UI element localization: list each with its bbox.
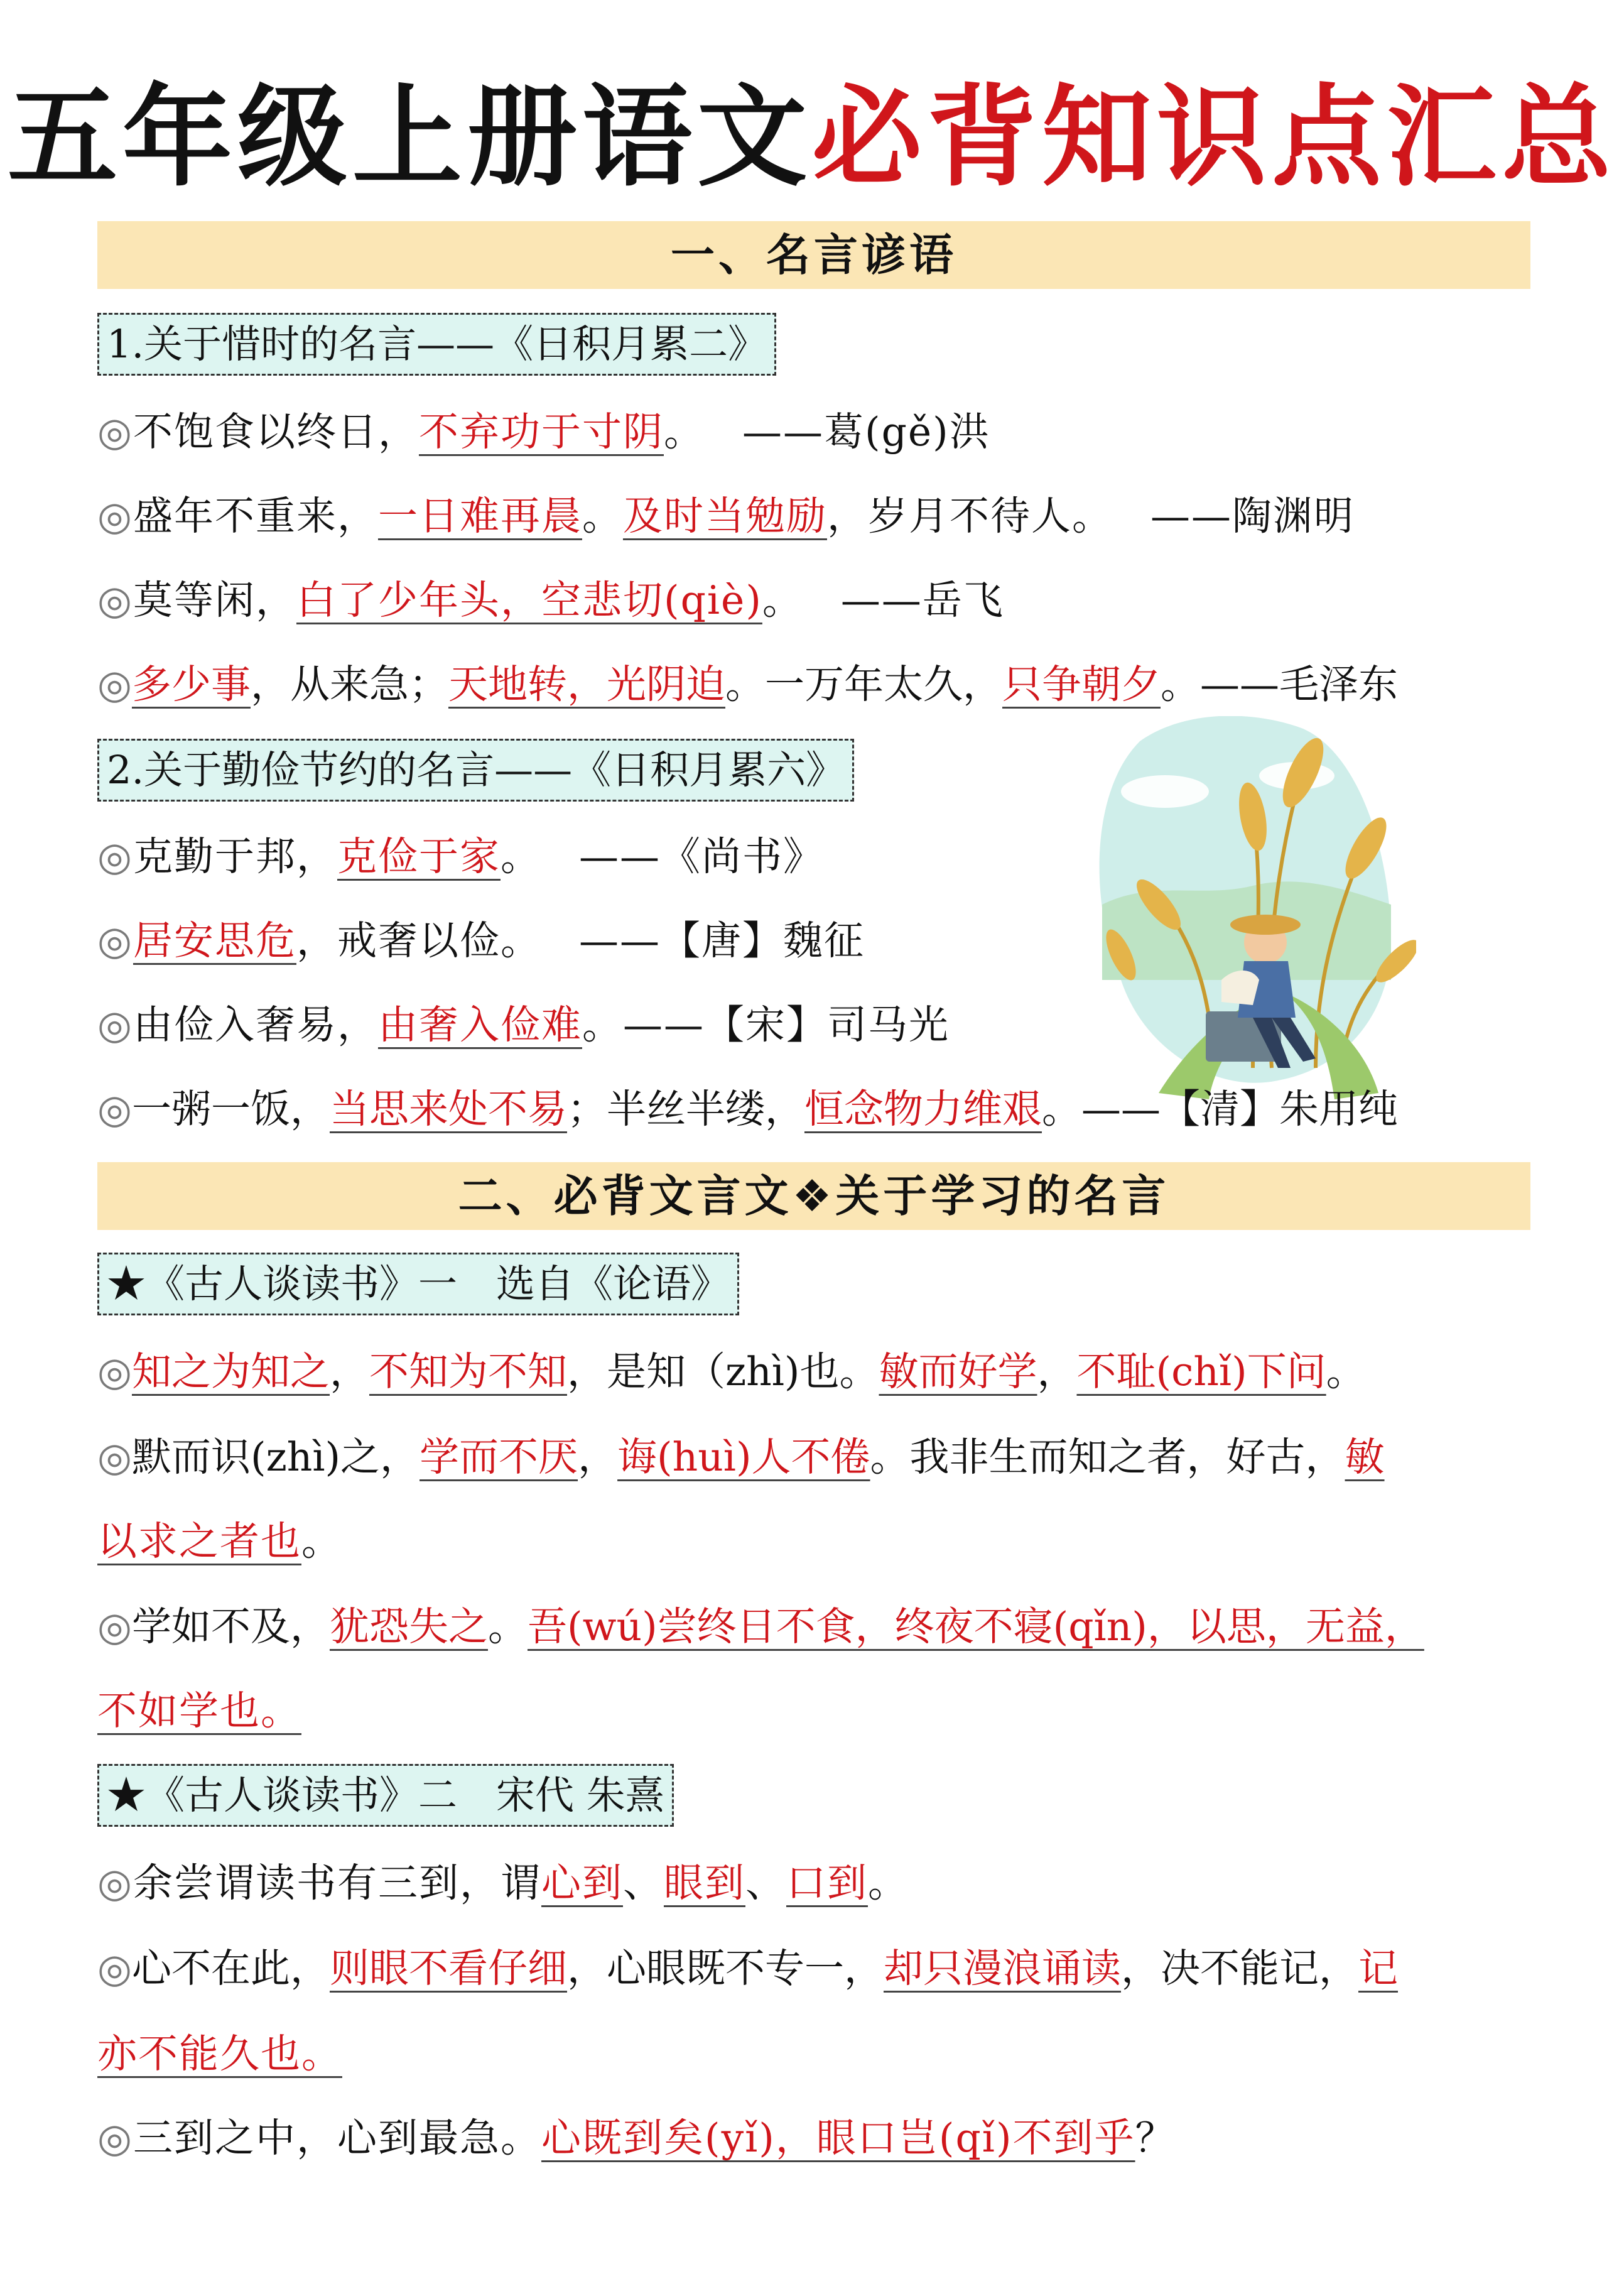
key-phrase: 及时当勉励 xyxy=(622,493,827,539)
text: ，决不能记， xyxy=(1120,1945,1358,1991)
text: 一粥一饭， xyxy=(131,1086,330,1132)
bullet-icon: ◎ xyxy=(97,1860,133,1906)
key-phrase: 眼到 xyxy=(663,1860,745,1906)
key-phrase: 恒念物力维艰 xyxy=(804,1086,1042,1132)
key-phrase: 只争朝夕 xyxy=(1002,661,1161,707)
key-phrase: 却只漫浪诵读 xyxy=(883,1945,1121,1991)
quote-line xyxy=(97,910,1530,972)
key-phrase: 学而不厌 xyxy=(420,1434,578,1480)
quote-line xyxy=(97,994,1530,1057)
key-phrase: 犹恐失之 xyxy=(329,1604,488,1650)
bullet-icon: ◎ xyxy=(97,2115,133,2161)
text: ， xyxy=(578,1434,618,1480)
text: 学如不及， xyxy=(131,1604,330,1650)
key-phrase: 亦不能久也。 xyxy=(97,2031,342,2077)
quote-line xyxy=(97,485,1530,548)
text: 。一万年太久， xyxy=(725,661,1002,707)
text: 。我非生而知之者，好古， xyxy=(870,1434,1345,1480)
section1-heading: 一、名言谚语 xyxy=(97,221,1530,289)
key-phrase: 心到 xyxy=(541,1860,623,1906)
text: 。 xyxy=(582,493,623,539)
key-phrase: 不如学也。 xyxy=(97,1688,301,1734)
key-phrase: 由奢入俭难 xyxy=(377,1002,582,1048)
quote-line xyxy=(97,1937,1530,2000)
text: 默而识(zhì)之， xyxy=(131,1434,420,1480)
author: ——【唐】魏征 xyxy=(578,918,865,964)
bullet-icon: ◎ xyxy=(97,577,133,623)
text: ，岁月不待人。 xyxy=(826,493,1113,539)
text: 。 xyxy=(301,1518,342,1564)
section2-sub2: ★《古人谈读书》二 宋代 朱熹 xyxy=(97,1764,674,1827)
quote-line xyxy=(97,1852,1530,1915)
bullet-icon: ◎ xyxy=(97,918,133,964)
text: 、 xyxy=(622,1860,664,1906)
key-phrase: 不知为不知 xyxy=(369,1349,567,1395)
page-title xyxy=(0,75,1624,201)
key-phrase: 知之为知之 xyxy=(131,1349,330,1395)
key-phrase: 一日难再晨 xyxy=(377,493,582,539)
text: 。 xyxy=(663,409,705,455)
bullet-icon: ◎ xyxy=(97,1434,132,1480)
quote-line xyxy=(97,1596,1530,1658)
text: 心不在此， xyxy=(131,1945,330,1991)
text: 。 xyxy=(1160,661,1200,707)
key-phrase: 克俭于家 xyxy=(337,834,501,879)
quote-line xyxy=(97,2107,1530,2170)
bullet-icon: ◎ xyxy=(97,1349,132,1395)
bullet-icon: ◎ xyxy=(97,834,133,879)
text: 由俭入奢易， xyxy=(133,1002,378,1048)
text: ，心眼既不专一， xyxy=(566,1945,884,1991)
key-phrase: 敏 xyxy=(1345,1434,1385,1480)
text: 。 xyxy=(762,577,803,623)
title-black: 五年级上册语文 xyxy=(8,74,812,202)
section1-sub2: 2.关于勤俭节约的名言——《日积月累六》 xyxy=(97,739,854,802)
author: ——毛泽东 xyxy=(1199,661,1398,707)
text: ， xyxy=(329,1349,369,1395)
bullet-icon: ◎ xyxy=(97,1086,132,1132)
text: 。 xyxy=(582,1002,623,1048)
bullet-icon: ◎ xyxy=(97,1945,132,1991)
text: ；半丝半缕， xyxy=(566,1086,804,1132)
text: ，戒奢以俭。 xyxy=(296,918,541,964)
quote-line xyxy=(97,569,1530,632)
quote-line xyxy=(97,825,1530,888)
author: ——【宋】司马光 xyxy=(622,1002,950,1048)
bullet-icon: ◎ xyxy=(97,1604,132,1650)
text: 盛年不重来， xyxy=(133,493,378,539)
text: 。 xyxy=(867,1860,909,1906)
text: 三到之中，心到最急。 xyxy=(133,2115,541,2161)
key-phrase: 口到 xyxy=(786,1860,868,1906)
text: 余尝谓读书有三到，谓 xyxy=(133,1860,541,1906)
quote-line xyxy=(97,653,1530,716)
text: 、 xyxy=(745,1860,786,1906)
bullet-icon: ◎ xyxy=(97,409,133,455)
text: 不饱食以终日， xyxy=(133,409,419,455)
text: ，从来急； xyxy=(250,661,448,707)
key-phrase: 记 xyxy=(1358,1945,1398,1991)
bullet-icon: ◎ xyxy=(97,1002,133,1048)
quote-line xyxy=(97,401,1530,464)
section1-sub1: 1.关于惜时的名言——《日积月累二》 xyxy=(97,313,776,376)
title-red: 必背知识点汇总 xyxy=(812,74,1616,202)
text: ， xyxy=(1037,1349,1077,1395)
key-phrase: 不弃功于寸阴 xyxy=(418,409,664,455)
quote-line-continued xyxy=(97,1510,1530,1573)
key-phrase: 心既到矣(yǐ)，眼口岂(qǐ)不到乎 xyxy=(541,2115,1135,2161)
text: 。 xyxy=(1326,1349,1366,1395)
key-phrase: 以求之者也 xyxy=(97,1518,301,1564)
key-phrase: 白了少年头，空悲切(qiè) xyxy=(296,577,762,623)
text: ？ xyxy=(1135,2115,1176,2161)
text: 。 xyxy=(487,1604,528,1650)
text: 莫等闲， xyxy=(133,577,296,623)
key-phrase: 不耻(chǐ)下问 xyxy=(1076,1349,1326,1395)
key-phrase: 当思来处不易 xyxy=(329,1086,567,1132)
author: ——【清】朱用纯 xyxy=(1081,1086,1398,1132)
quote-line xyxy=(97,1426,1530,1489)
quote-line-continued xyxy=(97,2023,1530,2086)
quote-line-continued xyxy=(97,1680,1530,1743)
section2-sub1: ★《古人谈读书》一 选自《论语》 xyxy=(97,1253,739,1315)
author: ——岳飞 xyxy=(840,577,1004,623)
quote-line xyxy=(97,1341,1530,1403)
author: ——葛(gě)洪 xyxy=(742,409,990,455)
quote-line xyxy=(97,1078,1530,1141)
key-phrase: 诲(huì)人不倦 xyxy=(617,1434,870,1480)
key-phrase: 吾(wú)尝终日不食，终夜不寝(qǐn)，以思，无益， xyxy=(527,1604,1424,1650)
key-phrase: 居安思危 xyxy=(133,918,296,964)
section2-heading: 二、必背文言文❖关于学习的名言 xyxy=(97,1162,1530,1230)
text: 。 xyxy=(1041,1086,1081,1132)
key-phrase: 则眼不看仔细 xyxy=(329,1945,567,1991)
text: 克勤于邦， xyxy=(133,834,337,879)
key-phrase: 天地转，光阴迫 xyxy=(448,661,725,707)
author: ——《尚书》 xyxy=(578,834,824,879)
key-phrase: 敏而好学 xyxy=(879,1349,1037,1395)
text: ，是知（zhì)也。 xyxy=(566,1349,879,1395)
bullet-icon: ◎ xyxy=(97,661,132,707)
author: ——陶渊明 xyxy=(1150,493,1355,539)
text: 。 xyxy=(500,834,541,879)
key-phrase: 多少事 xyxy=(131,661,251,707)
bullet-icon: ◎ xyxy=(97,493,133,539)
